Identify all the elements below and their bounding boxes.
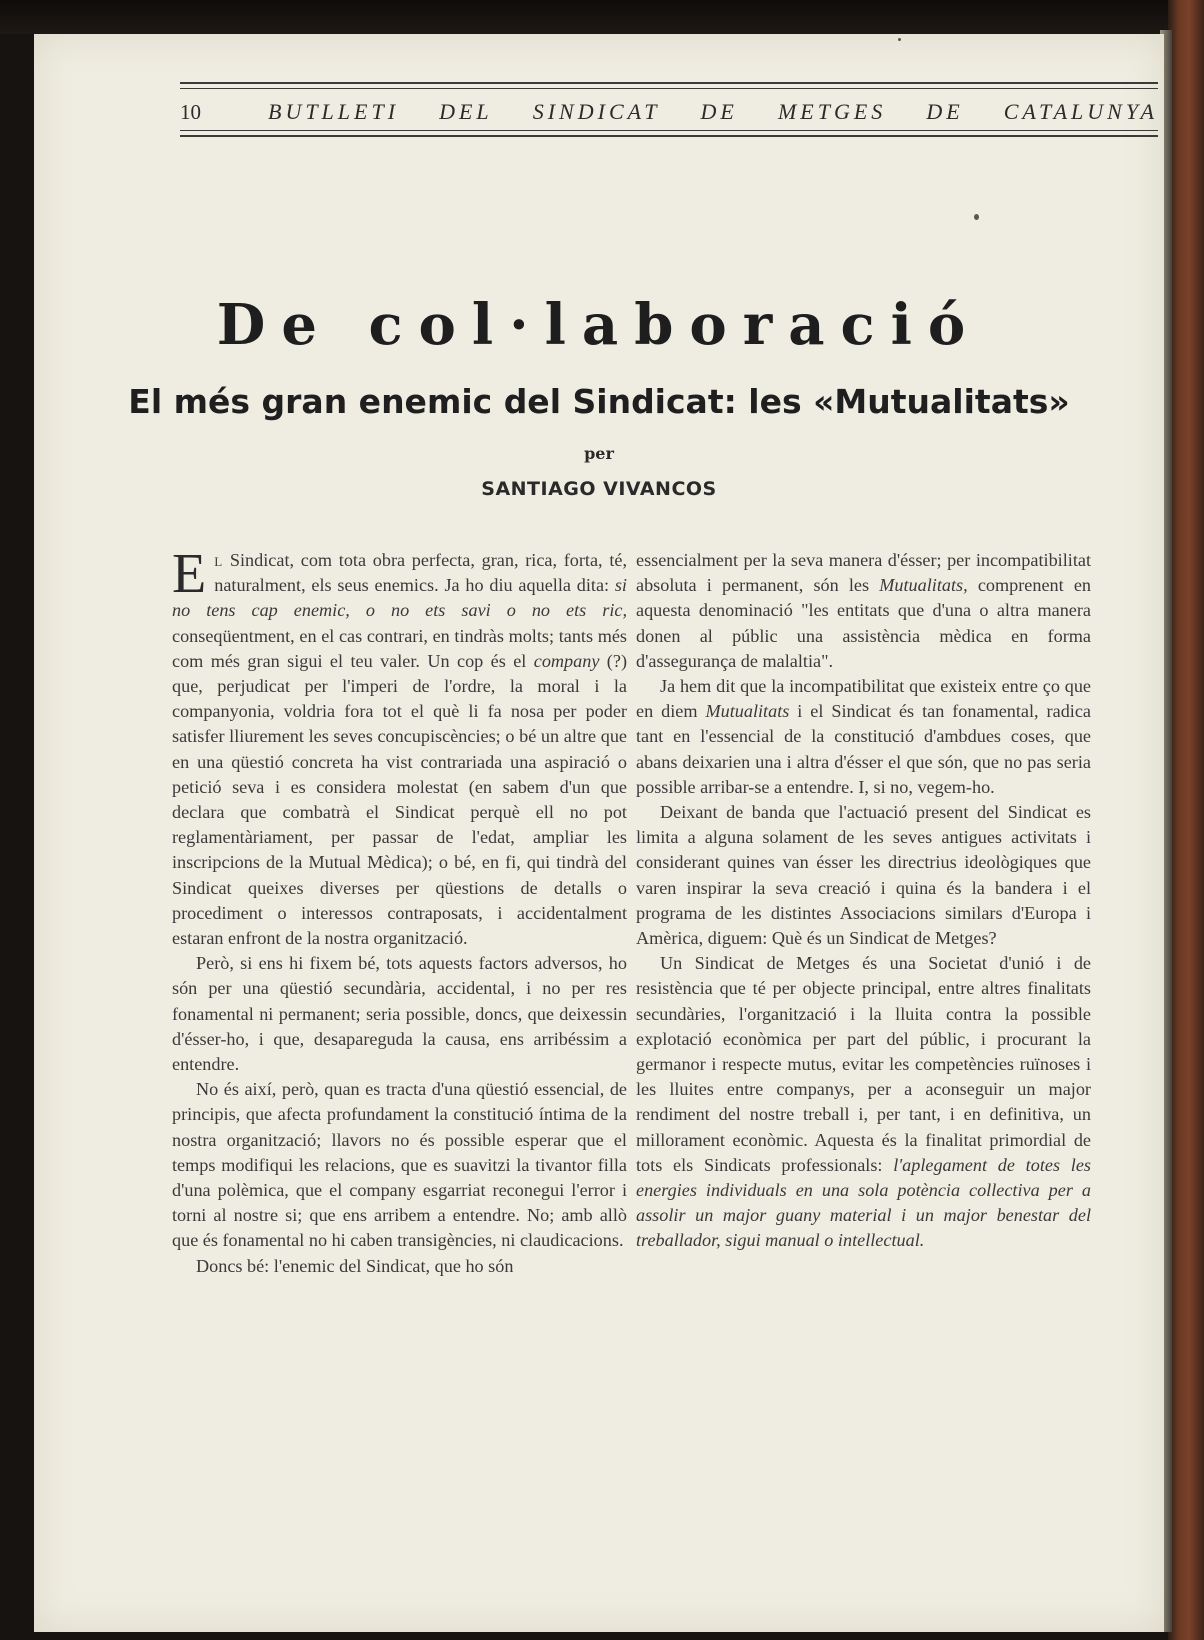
journal-title-word: CATALUNYA [1003, 99, 1158, 124]
paragraph [636, 674, 1091, 800]
paragraph [172, 543, 627, 951]
italic-quote: si no tens cap enemic, o no ets savi o no ets ric, [172, 575, 627, 621]
page-number: 10 [180, 99, 201, 124]
italic-word: Mutualitats [705, 701, 790, 722]
paragraph: Deixant de banda que l'actuació present del Sindicat es limita a alguna solament de les seves antigues activitats i considerant quines van ésser les directrius ideològiques que varen inspirar la seva creació i quina és la bandera i el programa de les distintes Associacions similars d'Europa i Amèrica, diguem: Què és un Sindicat de Metges? [636, 802, 1091, 949]
journal-page [34, 34, 1164, 1632]
text-column-right [636, 548, 1091, 1254]
paragraph-text: Un Sindicat de Metges és una Societat d'unió i de resistència que té per objecte principal, entre altres finalitats secundàries, l'organització i la lluita contra la possible explotació econòmica per part del públic, i procurant la germanor i respecte mutus, evitar les competències ruïnoses i les lluites entre companys, per a aconseguir un major rendiment del nostre treball i, per tant, i en definitiva, un millorament econòmic. Aquesta és la finalitat primordial de tots els Sindicats professionals: [636, 953, 1091, 1175]
paragraph [636, 951, 1091, 1253]
scan-top-edge [0, 0, 1204, 34]
header-rule-top [180, 82, 1158, 84]
header-rule-top-thin [180, 88, 1158, 89]
book-binding [1168, 0, 1204, 1640]
journal-title [268, 99, 1158, 125]
italic-definition: l'aplegament de totes les energies individuals en una sola potència collectiva per a assolir un major guany material i un major benestar del treballador, sigui manual o intellectual. [636, 1154, 1091, 1251]
paragraph-text: Ja hem dit que la incompatibilitat que existeix entre ço que en diem [636, 676, 1091, 722]
author-name: SANTIAGO VIVANCOS [481, 478, 717, 500]
italic-word: company [533, 650, 600, 671]
text-column-left [172, 543, 627, 1279]
paragraph: Però, si ens hi fixem bé, tots aquests factors adversos, ho són per una qüestió secundària, accidental, i no per res fonamental ni permanent; seria possible, doncs, que deixessin d'ésser-ho, i que, desapareguda la causa, ens arribéssim a entendre. [172, 953, 627, 1075]
print-speck [974, 214, 979, 220]
running-head [180, 98, 1158, 126]
journal-title-word: METGES [777, 99, 887, 124]
drop-cap: E [172, 543, 207, 605]
journal-title-word: SINDICAT [532, 99, 661, 124]
article-subtitle: El més gran enemic del Sindicat: les «Mutualitats» [128, 382, 1070, 421]
print-speck [898, 38, 901, 41]
journal-title-word: DE [926, 99, 964, 124]
paragraph-text: (?) que, perjudicat per l'imperi de l'ordre, la moral i la companyonia, voldria fora tot el què li fa nosa per poder satisfer lliurement les seves concupiscències; o bé un altre que en una qüestió concreta ha vist contrariada una aspiració o petició seva i es considera molestat (en sabem d'un que declara que combatrà el Sindicat perquè ell no pot reglamentàriament, per passar de l'edat, ampliar les inscripcions de la Mutual Mèdica); o bé, en fi, qui tindrà del Sindicat queixes diverses per qüestions de detalls o procediment o interessos contraposats, i accidentalment estaran enfront de la nostra organització. [172, 650, 627, 949]
byline-per: per [584, 444, 614, 463]
journal-title-word: DEL [439, 99, 493, 124]
header-rule-bottom [180, 135, 1158, 137]
paragraph-text: Sindicat, com tota obra perfecta, gran, rica, forta, té, naturalment, els seus enemics. Ja ho diu aquella dita: [214, 550, 627, 596]
journal-title-word: DE [700, 99, 738, 124]
italic-word: Mutualitats, [879, 575, 968, 596]
paragraph-text: i el Sindicat és tan fonamental, radica tant en l'essencial de la constitució d'ambdues coses, que abans deixarien una i altra d'ésser el que són, que no pas seria possible arribar-se a entendre. I, si no, vegem-ho. [636, 701, 1091, 797]
header-rule-bottom-thin [180, 130, 1158, 131]
drop-cap-rest: l [214, 550, 224, 570]
journal-title-word: BUTLLETI [268, 99, 400, 124]
paragraph-text: comprenent en aquesta denominació "les entitats que d'una o altra manera donen al públic una assistència mèdica en forma d'assegurança de malaltia". [636, 575, 1092, 671]
paragraph-text: conseqüentment, en el cas contrari, en tindràs molts; tants més com més gran sigui el teu valer. Un cop és el [172, 625, 627, 671]
paragraph [636, 548, 1091, 674]
paragraph: No és així, però, quan es tracta d'una qüestió essencial, de principis, que afecta profundament la constitució íntima de la nostra organització; llavors no és possible esperar que el temps modifiqui les relacions, que es suavitzi la tivantor filla d'una polèmica, que el company esgarriat reconegui l'error i torni al nostre si; que ens arribem a entendre. No; amb allò que és fonamental no hi caben transigències, ni claudicacions. [172, 1079, 627, 1251]
article-title: De col·laboració [216, 292, 982, 358]
paragraph: Doncs bé: l'enemic del Sindicat, que ho són [196, 1255, 514, 1276]
paragraph-text: essencialment per la seva manera d'ésser; per incompatibilitat absoluta i permanent, són les [636, 550, 1091, 596]
